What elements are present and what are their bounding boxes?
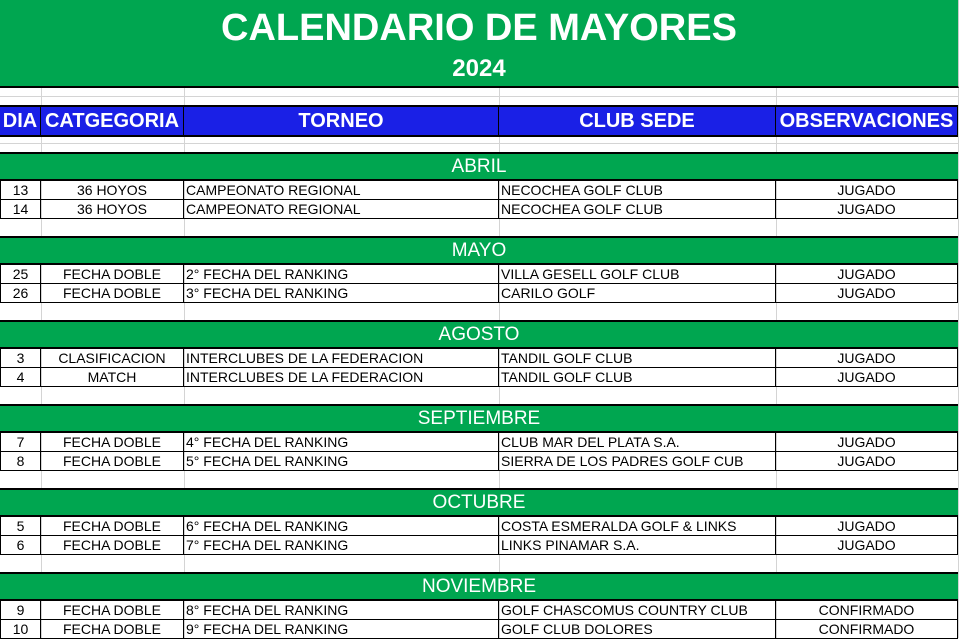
cell-club-sede: NECOCHEA GOLF CLUB (499, 200, 776, 219)
cell-categoria: FECHA DOBLE (41, 601, 184, 620)
cell-observaciones: CONFIRMADO (776, 601, 958, 620)
table-row (0, 601, 959, 620)
cell-categoria: CLASIFICACION (41, 349, 184, 368)
column-header-torneo: TORNEO (184, 107, 499, 135)
cell-categoria: FECHA DOBLE (41, 620, 184, 639)
cell-club-sede: TANDIL GOLF CLUB (499, 349, 776, 368)
month-band-abril: ABRIL (0, 152, 958, 181)
column-header-observaciones: OBSERVACIONES (776, 107, 958, 135)
cell-categoria: FECHA DOBLE (41, 265, 184, 284)
cell-club-sede: LINKS PINAMAR S.A. (499, 536, 776, 555)
cell-observaciones: JUGADO (776, 536, 958, 555)
cell-torneo: 3° FECHA DEL RANKING (184, 284, 499, 303)
cell-torneo: 4° FECHA DEL RANKING (184, 433, 499, 452)
calendar-header (0, 0, 959, 88)
month-band-octubre: OCTUBRE (0, 488, 958, 517)
cell-observaciones: JUGADO (776, 368, 958, 387)
table-row (0, 517, 959, 536)
cell-club-sede: TANDIL GOLF CLUB (499, 368, 776, 387)
cell-torneo: 2° FECHA DEL RANKING (184, 265, 499, 284)
month-band-septiembre: SEPTIEMBRE (0, 404, 958, 433)
cell-torneo: CAMPEONATO REGIONAL (184, 200, 499, 219)
cell-torneo: 5° FECHA DEL RANKING (184, 452, 499, 471)
cell-dia: 3 (0, 349, 41, 368)
column-header-categoria: CATGEGORIA (41, 107, 184, 135)
table-row (0, 349, 959, 368)
cell-torneo: INTERCLUBES DE LA FEDERACION (184, 368, 499, 387)
cell-observaciones: JUGADO (776, 517, 958, 536)
grid-line (0, 143, 959, 144)
cell-categoria: FECHA DOBLE (41, 517, 184, 536)
table-row (0, 200, 959, 219)
table-row (0, 452, 959, 471)
cell-dia: 25 (0, 265, 41, 284)
cell-observaciones: JUGADO (776, 265, 958, 284)
cell-observaciones: JUGADO (776, 433, 958, 452)
cell-torneo: 8° FECHA DEL RANKING (184, 601, 499, 620)
cell-categoria: 36 HOYOS (41, 181, 184, 200)
cell-dia: 9 (0, 601, 41, 620)
column-header-dia: DIA (0, 107, 41, 135)
cell-club-sede: NECOCHEA GOLF CLUB (499, 181, 776, 200)
cell-torneo: 9° FECHA DEL RANKING (184, 620, 499, 639)
cell-torneo: 6° FECHA DEL RANKING (184, 517, 499, 536)
table-row (0, 284, 959, 303)
month-band-noviembre: NOVIEMBRE (0, 572, 958, 601)
cell-club-sede: CLUB MAR DEL PLATA S.A. (499, 433, 776, 452)
cell-observaciones: JUGADO (776, 200, 958, 219)
cell-torneo: INTERCLUBES DE LA FEDERACION (184, 349, 499, 368)
cell-dia: 4 (0, 368, 41, 387)
cell-observaciones: JUGADO (776, 181, 958, 200)
cell-dia: 10 (0, 620, 41, 639)
cell-observaciones: JUGADO (776, 349, 958, 368)
cell-observaciones: JUGADO (776, 452, 958, 471)
table-row (0, 620, 959, 639)
cell-categoria: FECHA DOBLE (41, 452, 184, 471)
cell-observaciones: CONFIRMADO (776, 620, 958, 639)
cell-categoria: 36 HOYOS (41, 200, 184, 219)
cell-dia: 7 (0, 433, 41, 452)
table-row (0, 433, 959, 452)
cell-dia: 8 (0, 452, 41, 471)
cell-torneo: 7° FECHA DEL RANKING (184, 536, 499, 555)
grid-line (0, 96, 959, 97)
cell-club-sede: GOLF CHASCOMUS COUNTRY CLUB (499, 601, 776, 620)
cell-torneo: CAMPEONATO REGIONAL (184, 181, 499, 200)
cell-categoria: FECHA DOBLE (41, 284, 184, 303)
cell-club-sede: COSTA ESMERALDA GOLF & LINKS (499, 517, 776, 536)
cell-dia: 26 (0, 284, 41, 303)
cell-club-sede: VILLA GESELL GOLF CLUB (499, 265, 776, 284)
cell-dia: 5 (0, 517, 41, 536)
page-year: 2024 (452, 55, 506, 82)
cell-observaciones: JUGADO (776, 284, 958, 303)
cell-categoria: MATCH (41, 368, 184, 387)
table-row (0, 181, 959, 200)
table-row (0, 265, 959, 284)
cell-categoria: FECHA DOBLE (41, 536, 184, 555)
table-row (0, 368, 959, 387)
cell-categoria: FECHA DOBLE (41, 433, 184, 452)
month-band-mayo: MAYO (0, 236, 958, 265)
cell-dia: 6 (0, 536, 41, 555)
month-band-agosto: AGOSTO (0, 320, 958, 349)
column-header-club-sede: CLUB SEDE (499, 107, 776, 135)
page-title: CALENDARIO DE MAYORES (221, 7, 737, 49)
cell-club-sede: SIERRA DE LOS PADRES GOLF CUB (499, 452, 776, 471)
cell-club-sede: GOLF CLUB DOLORES (499, 620, 776, 639)
cell-dia: 14 (0, 200, 41, 219)
cell-club-sede: CARILO GOLF (499, 284, 776, 303)
table-row (0, 536, 959, 555)
cell-dia: 13 (0, 181, 41, 200)
column-header-row (0, 105, 958, 137)
